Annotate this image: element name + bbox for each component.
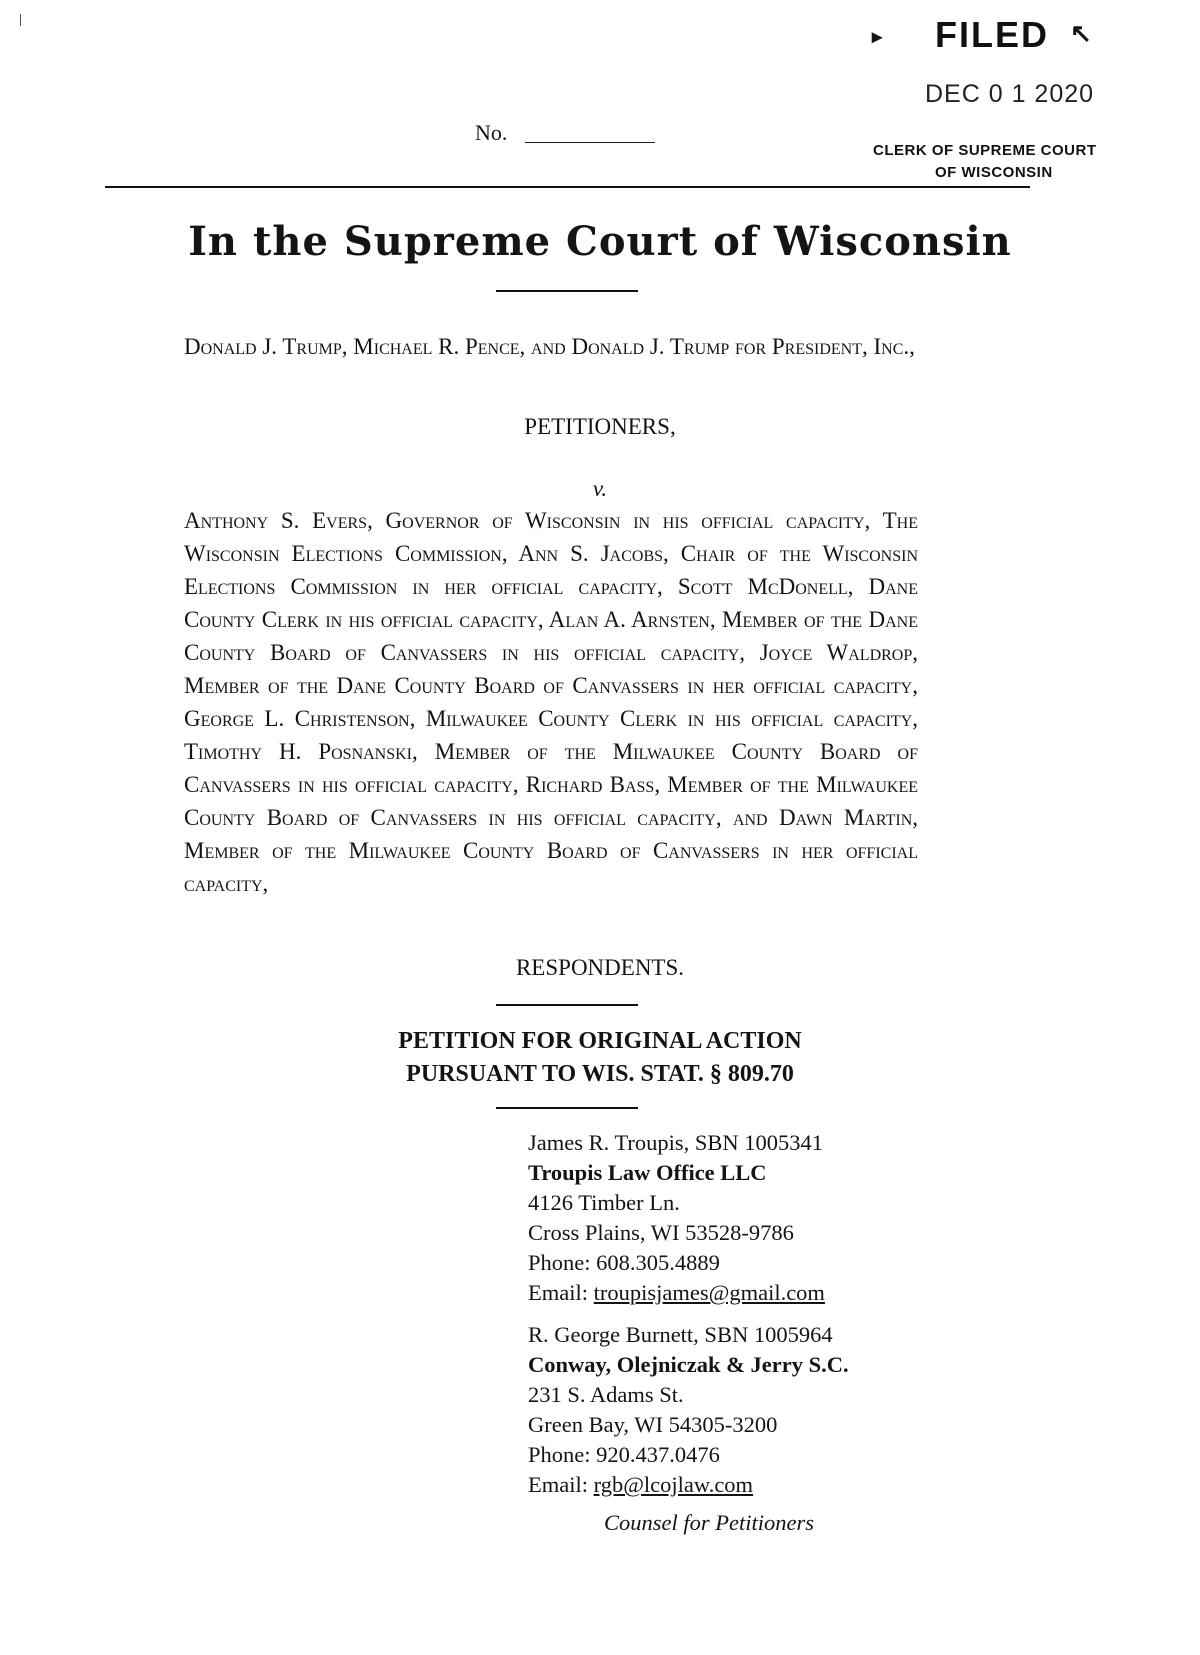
- stamp-ink-mark: ▸: [872, 26, 883, 48]
- phone-number: 608.305.4889: [596, 1250, 720, 1275]
- divider-rule: [496, 1107, 638, 1109]
- stamp-ink-mark: ↖: [1070, 18, 1092, 48]
- petition-title: [0, 1025, 1200, 1091]
- counsel-email: [528, 1278, 825, 1308]
- versus: v.: [592, 476, 608, 501]
- counsel-phone: [528, 1440, 849, 1470]
- petition-title-line1: PETITION FOR ORIGINAL ACTION: [398, 1028, 802, 1054]
- counsel-phone: [528, 1248, 825, 1278]
- docket-number-label: No.: [475, 120, 508, 145]
- email-label: Email:: [528, 1280, 594, 1305]
- filed-date: DEC 0 1 2020: [925, 80, 1095, 108]
- petitioners-label: PETITIONERS,: [524, 414, 676, 439]
- phone-label: Phone:: [528, 1442, 597, 1467]
- counsel-firm: Troupis Law Office LLC: [528, 1160, 767, 1185]
- email-label: Email:: [528, 1472, 594, 1497]
- clerk-stamp-line1: CLERK OF SUPREME COURT: [873, 142, 1097, 159]
- counsel-block: [528, 1128, 825, 1308]
- counsel-block: [528, 1320, 849, 1500]
- filed-stamp: FILED: [935, 14, 1049, 55]
- docket-number-blank: [525, 142, 655, 143]
- respondents-label: RESPONDENTS.: [515, 955, 685, 980]
- divider-rule: [496, 1004, 638, 1006]
- scan-mark: [20, 14, 21, 26]
- counsel-firm: Conway, Olejniczak & Jerry S.C.: [528, 1352, 849, 1377]
- email-link[interactable]: rgb@lcojlaw.com: [593, 1472, 754, 1497]
- counsel-city: Green Bay, WI 54305-3200: [528, 1412, 778, 1437]
- court-title: In the Supreme Court of Wisconsin: [188, 218, 1012, 265]
- email-link[interactable]: troupisjames@gmail.com: [593, 1280, 825, 1305]
- petition-title-line2: PURSUANT TO WIS. STAT. § 809.70: [406, 1061, 794, 1087]
- counsel-name: R. George Burnett, SBN 1005964: [528, 1322, 833, 1347]
- phone-label: Phone:: [528, 1250, 597, 1275]
- petitioners-names: Donald J. Trump, Michael R. Pence, and Donald J. Trump for President, Inc.,: [184, 334, 915, 359]
- divider-rule: [496, 290, 638, 292]
- counsel-name: James R. Troupis, SBN 1005341: [528, 1130, 824, 1155]
- counsel-street: 231 S. Adams St.: [528, 1382, 684, 1407]
- counsel-city: Cross Plains, WI 53528-9786: [528, 1220, 794, 1245]
- header-rule: [105, 186, 1030, 188]
- phone-number: 920.437.0476: [596, 1442, 720, 1467]
- respondents-names: Anthony S. Evers, Governor of Wisconsin in his official capacity, The Wisconsin Elections Commission, Ann S. Jacobs, Chair of the Wisconsin Elections Commission in her official capacity, Scott McDonell, Dane County Clerk in his official capacity, Alan A. Arnsten, Member of the Dane County Board of Canvassers in his official capacity, Joyce Waldrop, Member of the Dane County Board of Canvassers in her official capacity, George L. Christenson, Milwaukee County Clerk in his official capacity, Timothy H. Posnanski, Member of the Milwaukee County Board of Canvassers in his official capacity, Richard Bass, Member of the Milwaukee County Board of Canvassers in his official capacity, and Dawn Martin, Member of the Milwaukee County Board of Canvassers in her official capacity,: [184, 508, 918, 896]
- counsel-for-petitioners: Counsel for Petitioners: [604, 1510, 814, 1535]
- counsel-street: 4126 Timber Ln.: [528, 1190, 680, 1215]
- clerk-stamp-line2: OF WISCONSIN: [935, 164, 1053, 181]
- counsel-email: [528, 1470, 849, 1500]
